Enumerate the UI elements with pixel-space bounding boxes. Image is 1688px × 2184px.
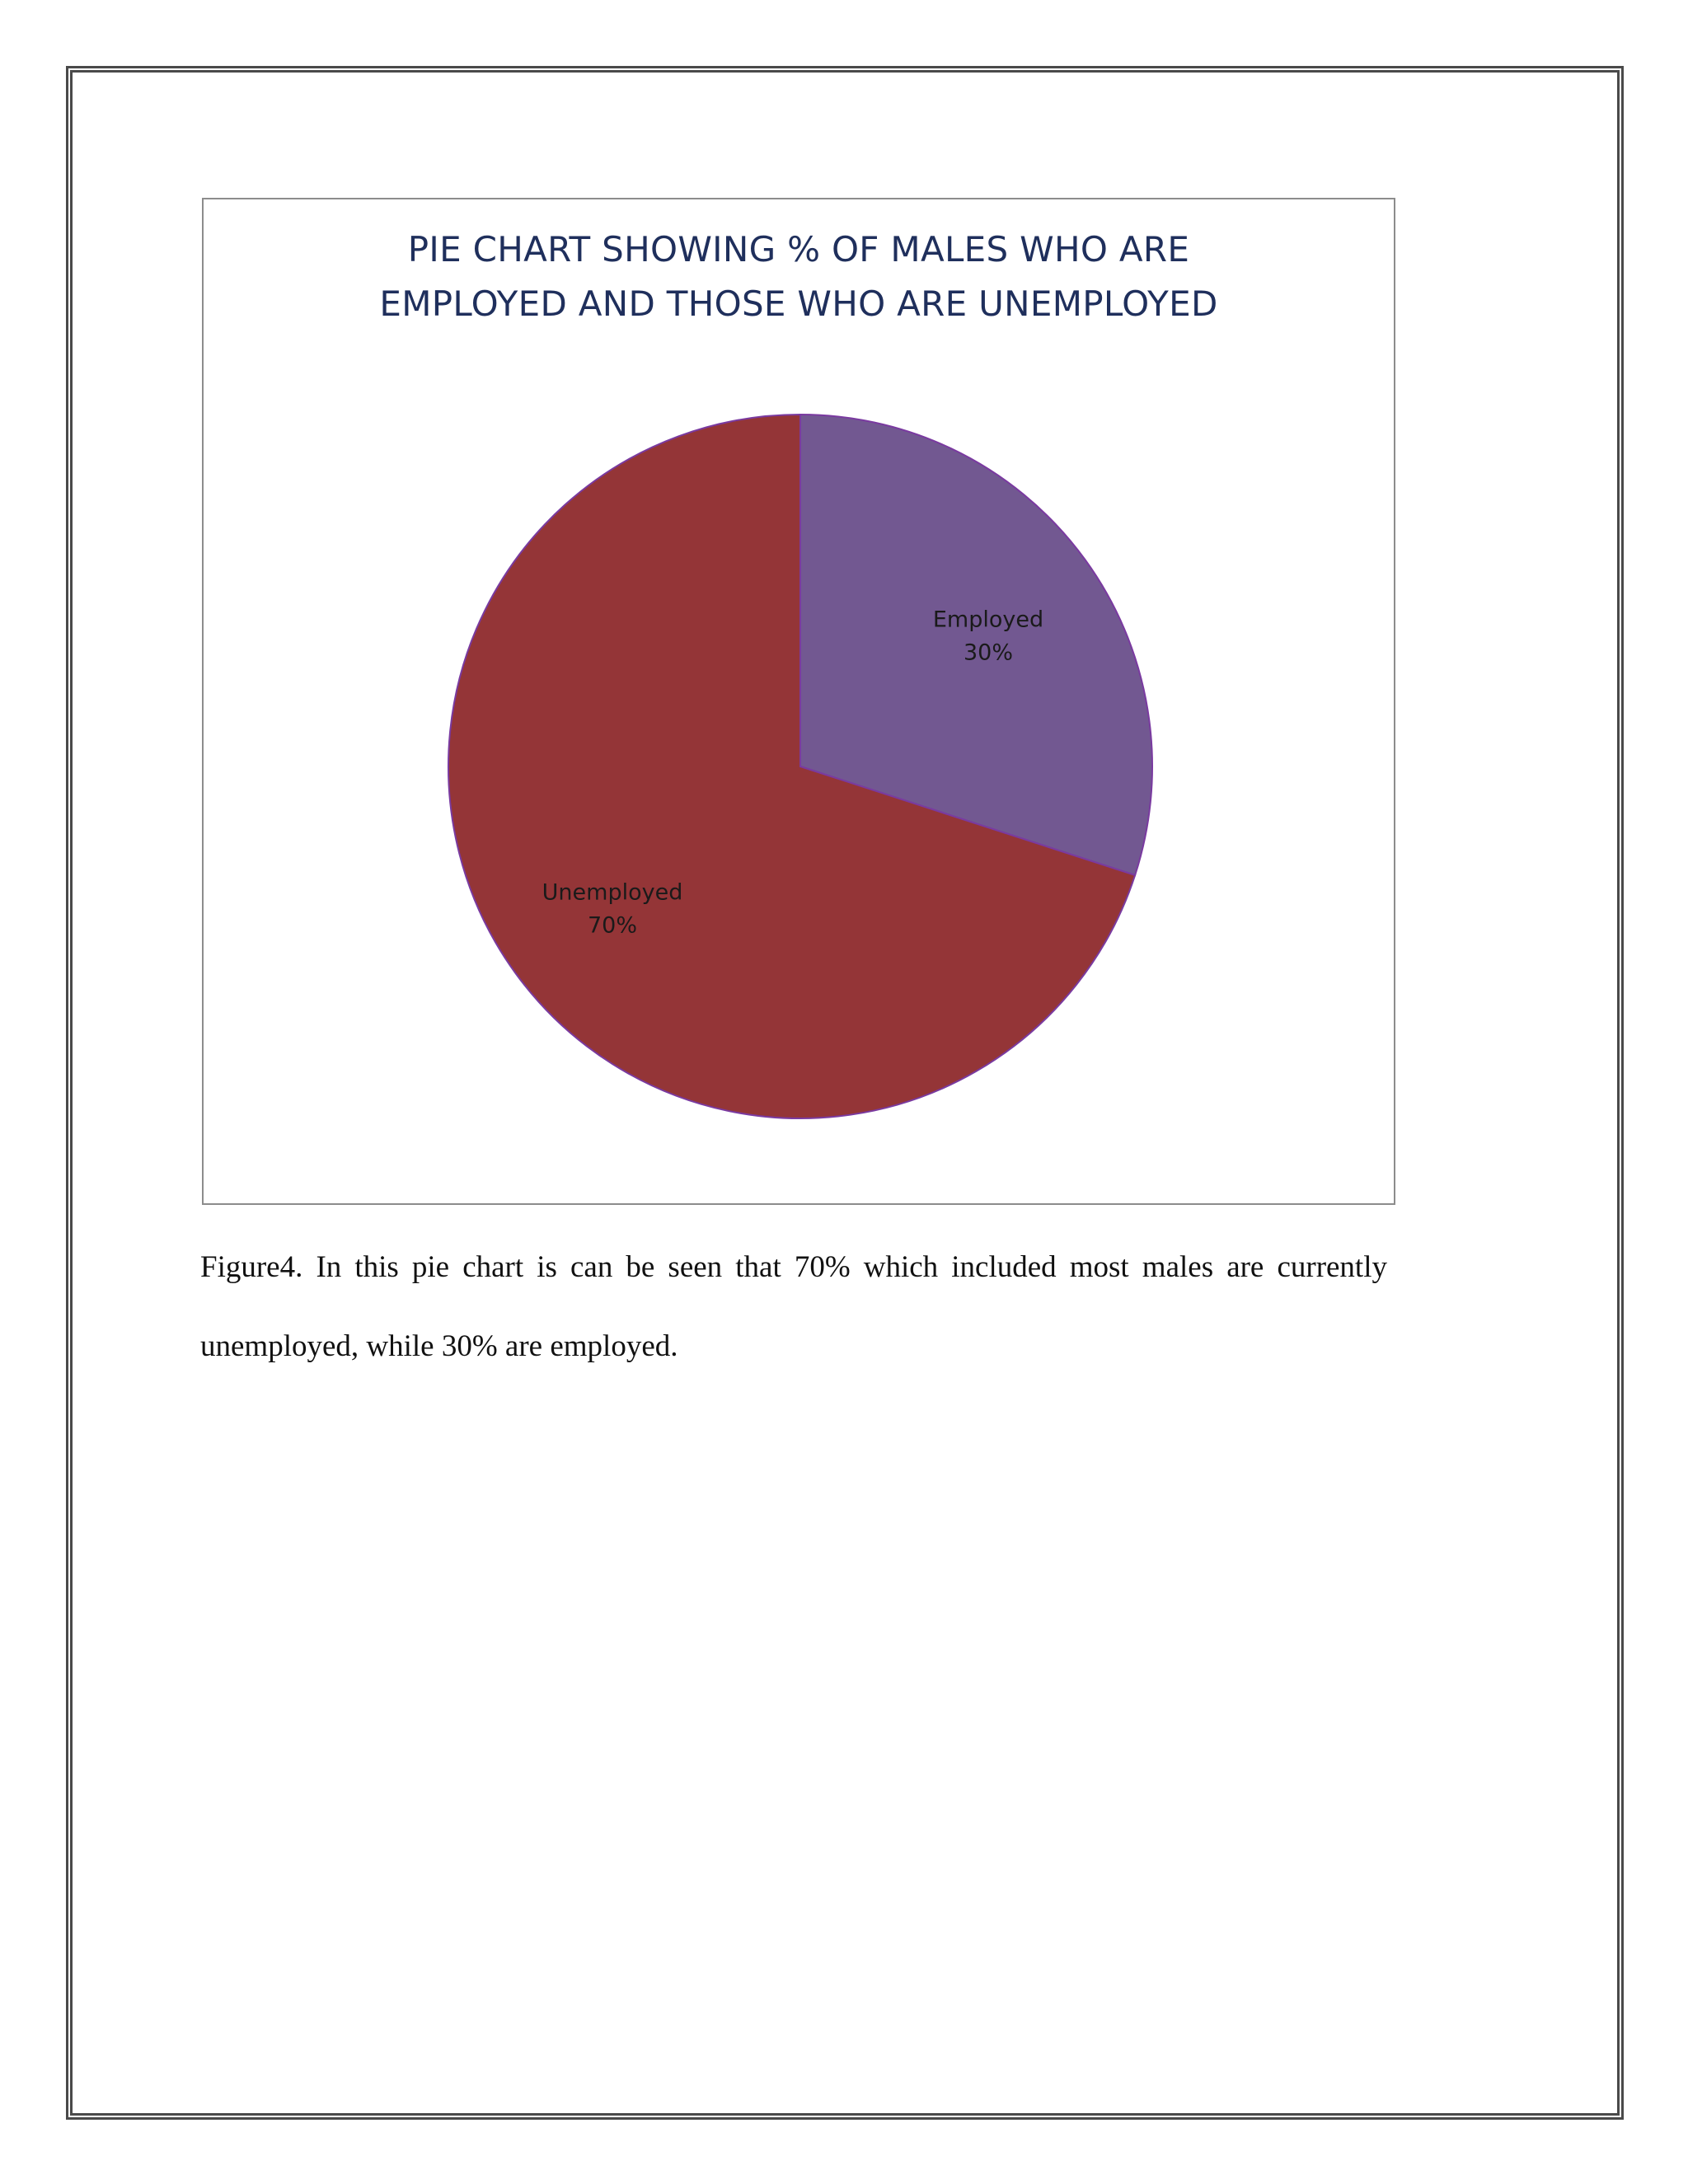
slice-label-employed: Employed bbox=[932, 607, 1044, 633]
slice-value-unemployed: 70% bbox=[587, 912, 638, 939]
chart-area bbox=[202, 198, 1395, 1205]
chart-title-line-2: EMPLOYED AND THOSE WHO ARE UNEMPLOYED bbox=[379, 284, 1218, 324]
chart-title-line-1: PIE CHART SHOWING % OF MALES WHO ARE bbox=[407, 229, 1190, 269]
slice-value-employed: 30% bbox=[963, 640, 1014, 666]
slice-label-unemployed: Unemployed bbox=[542, 879, 683, 906]
pie-chart bbox=[204, 199, 1394, 1203]
figure-caption: Figure4. In this pie chart is can be seen that 70% which included most males are currently unemployed, while 30% are employed. bbox=[200, 1250, 1387, 1363]
